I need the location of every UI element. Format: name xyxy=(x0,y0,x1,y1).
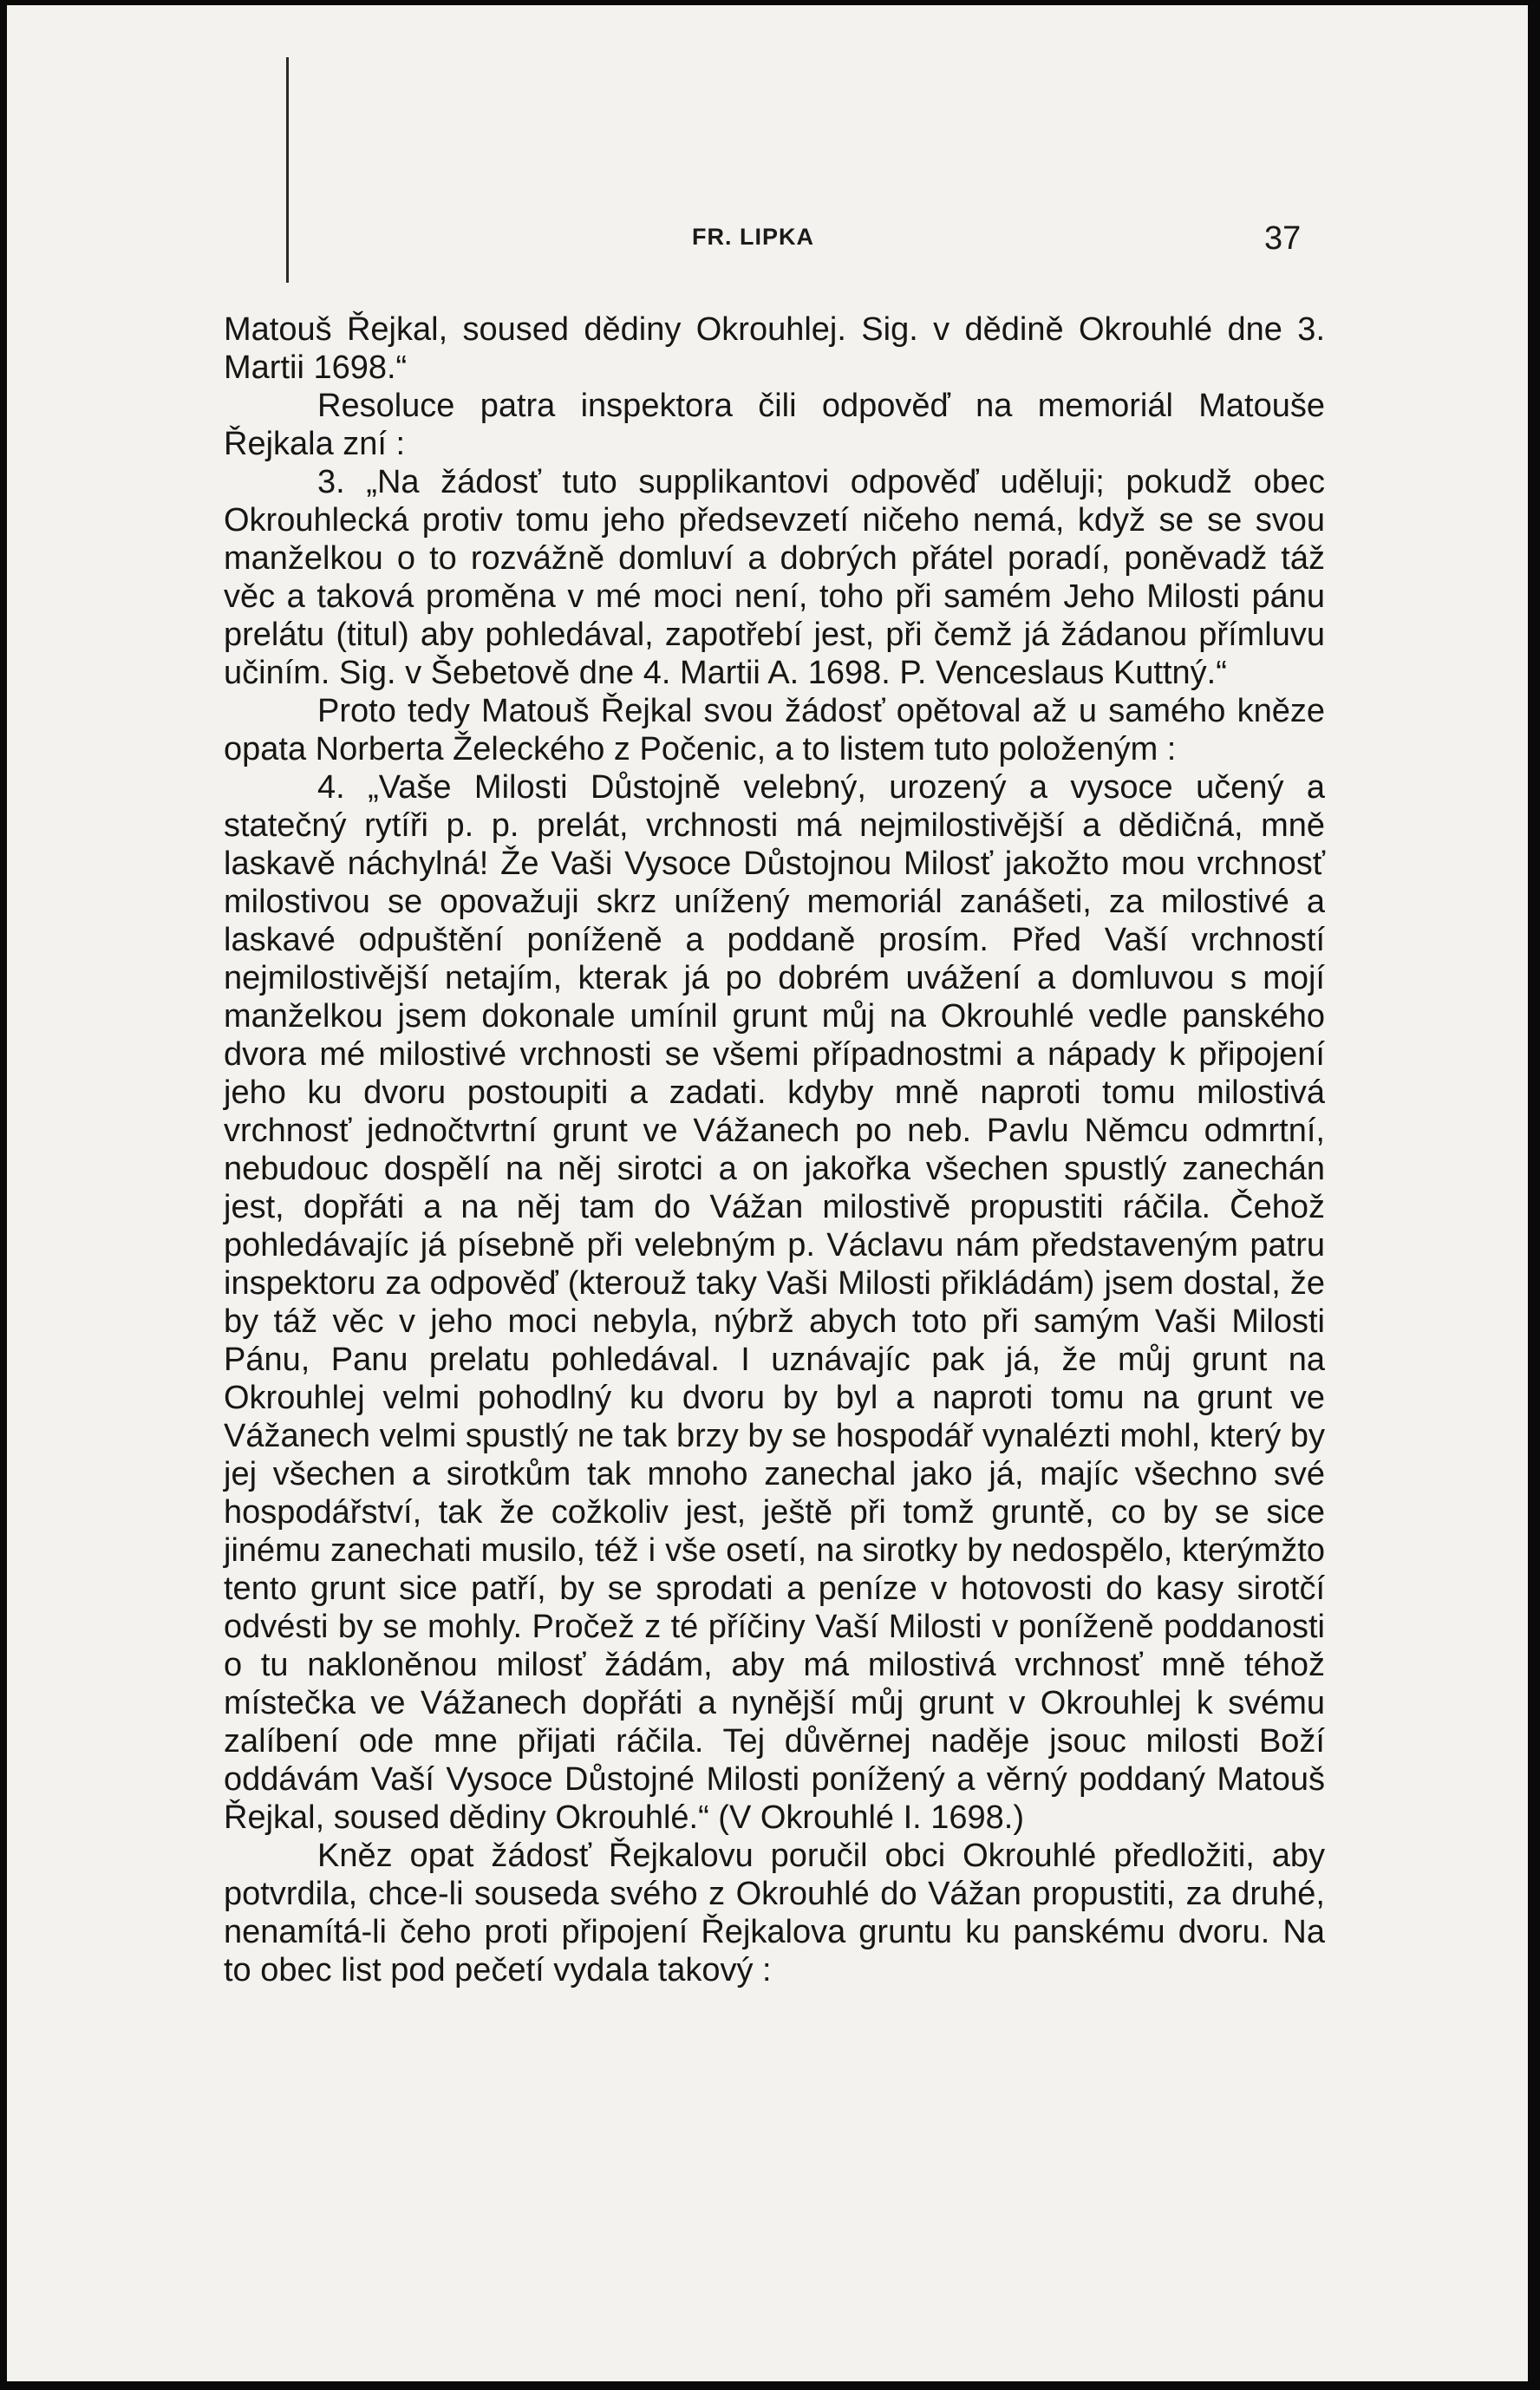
paragraph: Matouš Řejkal, soused dědiny Okrouhlej. Sig. v dědině Okrouhlé dne 3. Martii 1698.“ xyxy=(224,311,1325,386)
running-head: FR. LIPKA xyxy=(692,224,814,250)
paragraph: 3. „Na žádosť tuto supplikantovi odpověď uděluji; pokudž obec Okrouhlecká protiv tomu jeho předsevzetí ničeho nemá, když se se svou manželkou o to rozvážně domluví a dobrých přátel poradí, poněvadž táž věc a taková proměna v mé moci není, toho při samém Jeho Milosti pánu prelátu (titul) aby pohledával, zapotřebí jest, při čemž já žádanou přímluvu učiním. Sig. v Šebetově dne 4. Martii A. 1698. P. Venceslaus Kuttný.“ xyxy=(224,464,1325,691)
binding-edge-line xyxy=(286,57,289,283)
paragraph: Proto tedy Matouš Řejkal svou žádosť opětoval až u samého kněze opata Norberta Želeckého z Počenic, a to listem tuto položeným : xyxy=(224,693,1325,767)
paragraph: Kněz opat žádosť Řejkalovu poručil obci Okrouhlé předložiti, aby potvrdila, chce-li souseda svého z Okrouhlé do Vážan propustiti, za druhé, nenamítá-li čeho proti připojení Řejkalova gruntu ku panskému dvoru. Na to obec list pod pečetí vydala takový : xyxy=(224,1838,1325,1988)
paragraph: Resoluce patra inspektora čili odpověď na memoriál Matouše Řejkala zní : xyxy=(224,388,1325,462)
book-page xyxy=(7,5,1528,2381)
page-number: 37 xyxy=(1264,220,1302,257)
body-text xyxy=(224,310,1325,1989)
paragraph: 4. „Vaše Milosti Důstojně velebný, urozený a vysoce učený a statečný rytíři p. p. prelát, vrchnosti má nejmilostivější a dědičná, mně laskavě náchylná! Že Vaši Vysoce Důstojnou Milosť jakožto mou vrchnosť milostivou se opovažuji skrz unížený memoriál zanášeti, za milostivé a laskavé odpuštění poníženě a poddaně prosím. Před Vaší vrchností nejmilostivější netajím, kterak já po dobrém uvážení a domluvou s mojí manželkou jsem dokonale umínil grunt můj na Okrouhlé vedle panského dvora mé milostivé vrchnosti se všemi případnostmi a nápady k připojení jeho ku dvoru postoupiti a zadati. kdyby mně naproti tomu milostivá vrchnosť jednočtvrtní grunt ve Vážanech po neb. Pavlu Němcu odmrtní, nebudouc dospělí na něj sirotci a on jakořka všechen spustlý zanechán jest, dopřáti a na něj tam do Vážan milostivě propustiti ráčila. Čehož pohledávajíc já písebně při velebným p. Václavu nám představeným patru inspektoru za odpověď (kterouž taky Vaši Milosti přikládám) jsem dostal, že by táž věc v jeho moci nebyla, nýbrž abych toto při samým Vaši Milosti Pánu, Panu prelatu pohledával. I uznávajíc pak já, že můj grunt na Okrouhlej velmi pohodlný ku dvoru by byl a naproti tomu na grunt ve Vážanech velmi spustlý ne tak brzy by se hospodář vynalézti mohl, který by jej všechen a sirotkům tak mnoho zanechal jako já, majíc všechno své hospodářství, tak že cožkoliv jest, ještě při tomž gruntě, co by se sice jinému zanechati musilo, též i vše osetí, na sirotky by nedospělo, kterýmžto tento grunt sice patří, by se sprodati a peníze v hotovosti do kasy sirotčí odvésti by se mohly. Pročež z té příčiny Vaší Milosti v poníženě poddanosti o tu nakloněnou milosť žádám, aby má milostivá vrchnosť mně téhož místečka ve Vážanech dopřáti a nynější můj grunt v Okrouhlej k svému zalíbení ode mne přijati ráčila. Tej důvěrnej naděje jsouc milosti Boží oddávám Vaší Vysoce Důstojné Milosti ponížený a věrný poddaný Matouš Řejkal, soused dědiny Okrouhlé.“ (V Okrouhlé I. 1698.) xyxy=(224,769,1325,1836)
